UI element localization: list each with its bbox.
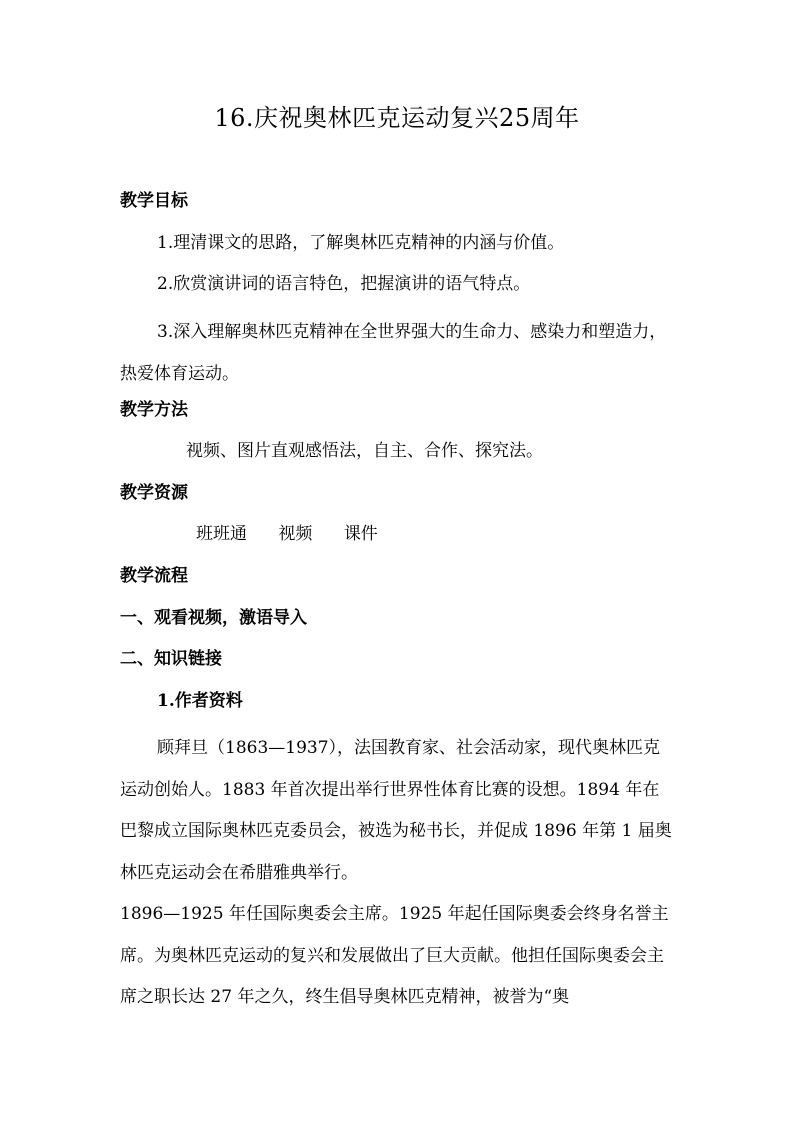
resources-heading: 教学资源	[120, 483, 188, 503]
step-2-heading: 二、知识链接	[120, 649, 222, 669]
process-heading: 教学流程	[120, 566, 188, 586]
author-paragraph-1: 顾拜旦（1863—1937），法国教育家、社会活动家，现代奥林匹克运动创始人。1883 年首次提出举行世界性体育比赛的设想。1894 年在巴黎成立国际奥林匹克委员会，被选为秘书长，并促成 1896 年第 1 届奥林匹克运动会在希腊雅典举行。	[120, 738, 672, 883]
author-paragraph-2: 1896—1925 年任国际奥委会主席。1925 年起任国际奥委会终身名誉主席。为奥林匹克运动的复兴和发展做出了巨大贡献。他担任国际奥委会主席之职长达 27 年之久，终生倡导奥林匹克精神，被誉为“奥	[120, 904, 669, 1007]
goals-heading: 教学目标	[120, 191, 188, 211]
methods-heading: 教学方法	[120, 400, 188, 420]
resource-item: 视频	[278, 524, 313, 544]
step-1-heading: 一、观看视频，激语导入	[120, 608, 307, 628]
document-title: 16.庆祝奥林匹克运动复兴25周年	[214, 104, 580, 132]
goal-item-1: 1.理清课文的思路，了解奥林匹克精神的内涵与价值。	[157, 233, 565, 253]
goal-item-2: 2.欣赏演讲词的语言特色，把握演讲的语气特点。	[157, 274, 531, 294]
goal-item-3: 3.深入理解奥林匹克精神在全世界强大的生命力、感染力和塑造力，热爱体育运动。	[120, 322, 667, 384]
methods-text: 视频、图片直观感悟法，自主、合作、探究法。	[186, 441, 543, 461]
resource-item: 班班通	[196, 524, 247, 544]
resource-item: 课件	[343, 524, 378, 544]
author-heading: 1.作者资料	[157, 691, 243, 711]
resources-list	[196, 519, 596, 549]
